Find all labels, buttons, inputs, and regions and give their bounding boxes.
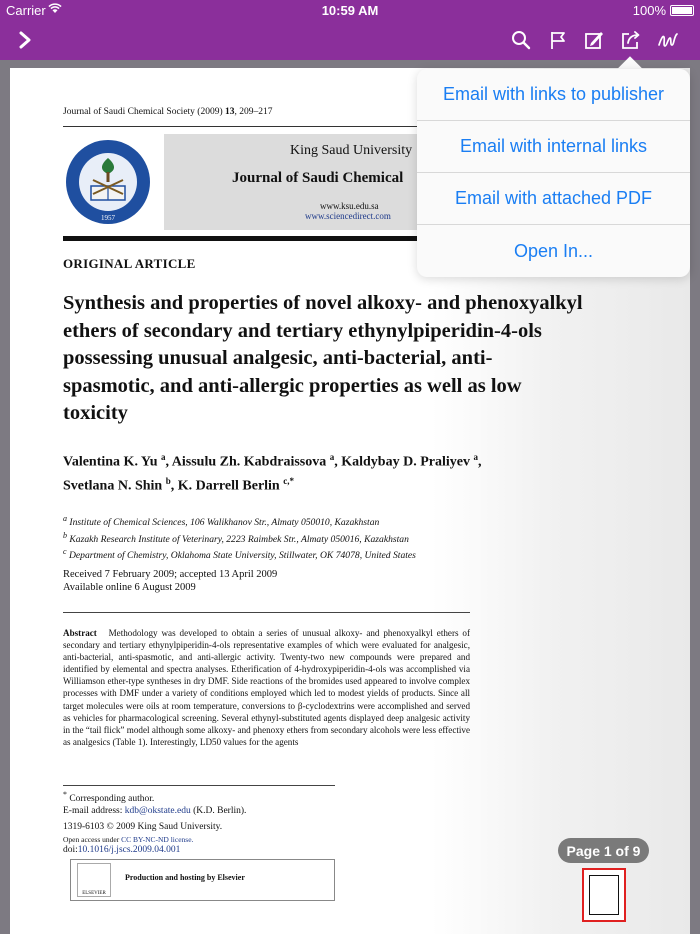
university-name: King Saud University [290, 143, 413, 158]
author: Svetlana N. Shin [63, 478, 163, 494]
menu-email-attached-pdf[interactable]: Email with attached PDF [417, 173, 690, 225]
page-thumbnail[interactable] [582, 868, 626, 922]
menu-email-links-publisher[interactable]: Email with links to publisher [417, 69, 690, 121]
author: K. Darrell Berlin [177, 478, 280, 494]
svg-text:1957: 1957 [101, 214, 115, 222]
website-ksu[interactable]: www.ksu.edu.sa [320, 201, 379, 211]
article-title: Synthesis and properties of novel alkoxy- and phenoxyalkyl ethers of secondary and tertiary ethynylpiperidin-4-ols possessing unusual analgesic, anti-bacterial, anti-spasmotic, and anti-allergic properties as well as low toxicity [63, 292, 583, 424]
corresponding-author: * Corresponding author. E-mail address: kdb@okstate.edu (K.D. Berlin). [63, 790, 247, 817]
elsevier-logo: ELSEVIER [77, 863, 111, 897]
author: Valentina K. Yu [63, 454, 158, 470]
abstract-label: Abstract [63, 628, 97, 638]
annotate-icon[interactable] [581, 28, 607, 52]
affiliations [63, 513, 416, 563]
divider-thick [63, 236, 423, 241]
website-sciencedirect[interactable]: www.sciencedirect.com [305, 211, 391, 221]
divider [63, 126, 423, 127]
menu-open-in[interactable]: Open In... [513, 240, 594, 261]
author: Kaldybay D. Praliyev [341, 454, 470, 470]
share-icon[interactable] [618, 28, 644, 52]
doi-link[interactable]: 10.1016/j.jscs.2009.04.001 [77, 845, 181, 855]
signature-icon[interactable] [655, 28, 681, 52]
publisher-box [70, 859, 335, 901]
status-bar [0, 0, 700, 20]
carrier-label: Carrier [6, 3, 46, 18]
top-toolbar [0, 0, 700, 60]
battery-icon [670, 5, 694, 16]
journal-reference: Journal of Saudi Chemical Society (2009) 13, 209–217 [63, 107, 273, 117]
menu-email-internal-links[interactable]: Email with internal links [417, 121, 690, 173]
thumbnail-page [589, 875, 619, 915]
publication-dates: Received 7 February 2009; accepted 13 April 2009 Available online 6 August 2009 [63, 569, 278, 593]
affiliation: $^b$ Kazakh Research Institute of Veterinary, 2223 Raimbek Str., Almaty 050016, Kazakhstan [63, 530, 409, 545]
battery-percent: 100% [632, 3, 666, 18]
article-type: ORIGINAL ARTICLE [63, 256, 196, 271]
author: Aissulu Zh. Kabdraissova [171, 454, 327, 470]
clock: 10:59 AM [321, 3, 379, 18]
journal-name: Journal of Saudi Chemical [232, 170, 404, 186]
flag-icon[interactable] [545, 28, 571, 52]
publisher-note: Production and hosting by Elsevier [125, 873, 245, 882]
university-logo [63, 136, 153, 228]
divider [63, 612, 470, 613]
abstract-text: Methodology was developed to obtain a series of unusual alkoxy- and phenoxyalkyl ethers of secondary and tertiary ethynylpiperidin-4-ols representative examples of which were evaluated for analgesic, anti-bacterial, anti-spasmotic, and anti-allergic activity. Twenty-two new compounds were prepared and identified by elemental and spectra analyses. Etherification of 4-hydroxypiperidin-4-ols was accomplished via Williamson ether-type syntheses in dry DMF. Side reactions of the bromides used appeared to involve complex processes with DMF under a variety of conditions employed which led to modest yields of products. Since all target molecules were oils at room temperature, conversions to β-cyclodextrins were accomplished and served as vehicles for pharmacological screening. Several ethynyl-substituted agents displayed deep analgesic activity in the “tail flick” model although some alkoxy- and phenoxy ethers from secondary alcohols were less effective as analgesics (Table 1). Interestingly, LD50 values for the agents [63, 628, 470, 747]
copyright-info: 1319-6103 © 2009 King Saud University. Open access under CC BY-NC-ND license. doi:10.1016/j.jscs.2009.04.001 [63, 822, 223, 855]
license-link[interactable]: CC BY-NC-ND license. [121, 834, 194, 844]
author-list: Valentina K. Yu $^a$, Aissulu Zh. Kabdraissova $^a$, Kaldybay D. Praliyev $^a$, Svetlana N. Shin $^b$, K. Darrell Berlin $^{c,*}$ [63, 452, 482, 494]
footnote-divider [63, 785, 335, 786]
search-icon[interactable] [508, 28, 534, 52]
abstract [63, 627, 470, 748]
affiliation: $^c$ Department of Chemistry, Oklahoma State University, Stillwater, OK 74078, United States [63, 547, 416, 562]
share-menu [417, 69, 690, 277]
chevron-right-icon[interactable] [12, 28, 38, 52]
page-indicator: Page 1 of 9 [558, 838, 649, 863]
email-link[interactable]: kdb@okstate.edu [124, 806, 191, 817]
affiliation: $^a$ Institute of Chemical Sciences, 106 Walikhanov Str., Almaty 050010, Kazakhstan [63, 514, 380, 529]
